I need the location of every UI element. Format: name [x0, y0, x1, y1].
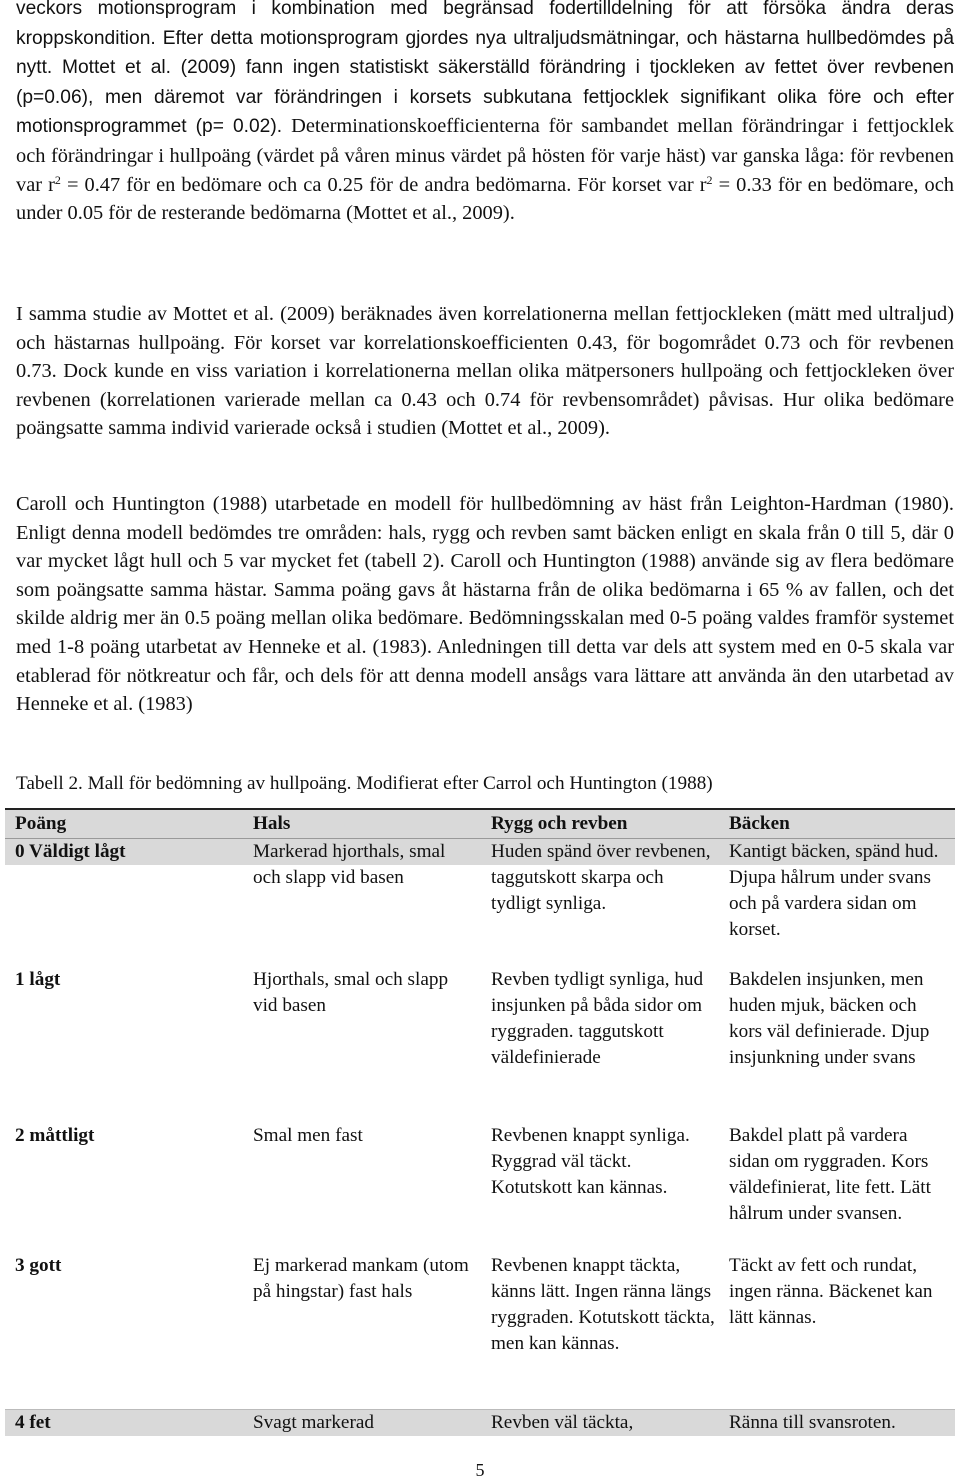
table-row — [5, 967, 955, 1123]
cell-poang: 3 gott — [15, 1255, 62, 1276]
cell-rygg: Revbenen knappt täckta, känns lätt. Ingen ränna längs ryggraden. Kotutskott täckta, men kan kännas. — [491, 1255, 715, 1354]
cell-hals: Ej markerad mankam (utom på hingstar) fast hals — [253, 1255, 469, 1302]
header-hals: Hals — [253, 813, 291, 834]
cell-hals: Markerad hjorthals, smal och slapp vid basen — [253, 841, 446, 888]
cell-rygg: Revben väl täckta, — [491, 1412, 634, 1433]
cell-hals: Hjorthals, smal och slapp vid basen — [253, 969, 449, 1016]
paragraph-1-part-5: = 0.47 för en bedömare och ca 0.25 för de andra bedömarna. För korset var r — [60, 173, 707, 196]
table-row — [5, 1253, 955, 1409]
paragraph-1 — [16, 0, 954, 228]
table-header-row — [5, 808, 955, 838]
page-number: 5 — [475, 1460, 485, 1480]
paragraph-3: Caroll och Huntington (1988) utarbetade en modell för hullbedömning av häst från Leighton-Hardman (1980). Enligt denna modell bedömdes tre områden: hals, rygg och revben samt bäcken enligt en skala från 0 till 5, där 0 var mycket lågt hull och 5 var mycket fet (tabell 2). Caroll och Huntington (1988) använde sig av flera bedömare som poängsatte samma hästar. Samma poäng gavs åt hästarna från de olika bedömarna i 65 % av fallen, och det skilde aldrig mer än 0.5 poäng mellan olika bedömare. Bedömningsskalan med 0-5 poäng valdes framför systemet med 1-8 poäng utarbetat av Henneke et al. (1983). Anledningen till detta var dels att system med en 0-5 skala var etablerad för nötkreatur och får, och dels för att denna modell ansågs vara lättare att använda än den utarbetad av Henneke et al. (1983) — [16, 493, 954, 716]
cell-poang: 0 Väldigt lågt — [15, 841, 126, 862]
paragraph-1-part-2: Mottet et al. (2009) fann ingen statistiskt säkerställd förändring i tjockleken av fettet över revbenen (p=0.06), men däremot var förändringen i korsets subkutana fettjocklek signifikant olika före och efter motionsprogrammet (p= 0.02). — [16, 57, 954, 138]
table-row — [5, 1409, 955, 1436]
cell-poang: 2 måttligt — [15, 1125, 95, 1146]
superscript-2: 2 — [54, 172, 61, 187]
cell-backen: Täckt av fett och rundat, ingen ränna. Bäckenet kan lätt kännas. — [729, 1255, 933, 1328]
table-caption: Tabell 2. Mall för bedömning av hullpoäng. Modifierat efter Carrol och Huntington (1988) — [16, 773, 713, 794]
cell-poang: 4 fet — [15, 1412, 51, 1433]
cell-rygg: Revben tydligt synliga, hud insjunken på båda sidor om ryggraden. taggutskott väldefinierade — [491, 969, 704, 1068]
hullpoang-table — [5, 808, 955, 1436]
paragraph-2: I samma studie av Mottet et al. (2009) beräknades även korrelationerna mellan fettjockleken (mätt med ultraljud) och hästarnas hullpoäng. För korset var korrelationskoefficienten 0.43, för bogområdet 0.73 och för revbenen 0.73. Dock kunde en viss variation i korrelationerna mellan olika mätpersoners hullpoäng och fettjockleken över revbenen (korrelationen varierade mellan ca 0.43 och 0.74 för revbensområdet) påvisas. Hur olika bedömare poängsatte samma individ varierade också i studien (Mottet et al., 2009). — [16, 303, 954, 440]
cell-rygg: Revbenen knappt synliga. Ryggrad väl täckt. Kotutskott kan kännas. — [491, 1125, 690, 1198]
paragraph-1-part-7: = 0.33 för en bedömare, och under 0.05 för de resterande bedömarna (Mottet et al., 2009). — [16, 173, 954, 225]
superscript-2-b: 2 — [706, 172, 713, 187]
cell-backen: Kantigt bäcken, spänd hud. Djupa hålrum under svans och på vardera sidan om korset. — [729, 841, 939, 940]
paragraph-1-part-1: veckors motionsprogram i kombination med begränsad fodertilldelning för att försöka ändra deras kroppskondition. Efter detta motionsprogram gjordes nya ultraljudsmätningar, och hästarna hullbedömdes på nytt. — [16, 0, 954, 79]
header-poang: Poäng — [15, 813, 67, 834]
cell-poang: 1 lågt — [15, 969, 61, 990]
cell-backen: Bakdelen insjunken, men huden mjuk, bäcken och kors väl definierade. Djup insjunkning under svans — [729, 969, 930, 1068]
cell-hals: Svagt markerad — [253, 1412, 374, 1433]
cell-hals: Smal men fast — [253, 1125, 363, 1146]
cell-backen: Bakdel platt på vardera sidan om ryggraden. Kors väldefinierat, lite fett. Lätt hålrum under svansen. — [729, 1125, 931, 1224]
table-row — [5, 838, 955, 967]
header-rygg: Rygg och revben — [491, 813, 628, 834]
cell-backen: Ränna till svansroten. — [729, 1412, 896, 1433]
table-row — [5, 1123, 955, 1253]
cell-rygg: Huden spänd över revbenen, taggutskott skarpa och tydligt synliga. — [491, 841, 711, 914]
paragraph-1-part-3: Determinationskoefficienterna för sambandet mellan förändringar i fettjocklek och förändringar i hullpoäng (värdet på våren minus värdet på hösten för varje häst) var ganska låga: för revbenen var r — [16, 115, 954, 196]
header-backen: Bäcken — [729, 813, 790, 834]
